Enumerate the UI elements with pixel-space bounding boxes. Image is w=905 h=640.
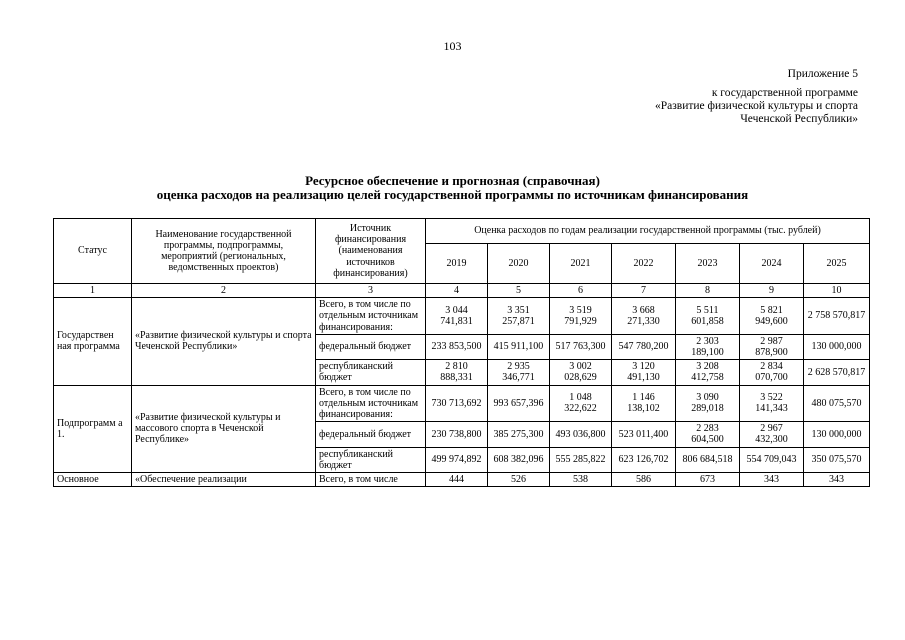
table-row xyxy=(54,385,870,422)
value-cell: 806 684,518 xyxy=(676,447,740,472)
appendix-title: Приложение 5 xyxy=(787,68,858,80)
value-cell: 538 xyxy=(550,473,612,487)
document-title xyxy=(0,174,905,202)
header-estimate: Оценка расходов по годам реализации государственной программы (тыс. рублей) xyxy=(426,219,870,244)
value-cell: 623 126,702 xyxy=(612,447,676,472)
value-cell: 2 283 604,500 xyxy=(676,422,740,447)
header-name: Наименование государственной программы, подпрограммы, мероприятий (региональных, ведомственных проектов) xyxy=(132,219,316,284)
column-number: 9 xyxy=(740,284,804,298)
value-cell: 2 628 570,817 xyxy=(804,360,870,385)
header-status: Статус xyxy=(54,219,132,284)
value-cell: 2 810 888,331 xyxy=(426,360,488,385)
appendix-block xyxy=(558,68,858,126)
header-year: 2021 xyxy=(550,244,612,284)
value-cell: 730 713,692 xyxy=(426,385,488,422)
value-cell: 385 275,300 xyxy=(488,422,550,447)
value-cell: 493 036,800 xyxy=(550,422,612,447)
value-cell: 2 834 070,700 xyxy=(740,360,804,385)
value-cell: 547 780,200 xyxy=(612,334,676,359)
value-cell: 1 146 138,102 xyxy=(612,385,676,422)
value-cell: 526 xyxy=(488,473,550,487)
value-cell: 415 911,100 xyxy=(488,334,550,359)
value-cell: 3 522 141,343 xyxy=(740,385,804,422)
value-cell: 343 xyxy=(740,473,804,487)
value-cell: 2 303 189,100 xyxy=(676,334,740,359)
header-year: 2022 xyxy=(612,244,676,284)
value-cell: 3 351 257,871 xyxy=(488,298,550,335)
value-cell: 5 511 601,858 xyxy=(676,298,740,335)
value-cell: 555 285,822 xyxy=(550,447,612,472)
row-source: федеральный бюджет xyxy=(316,334,426,359)
value-cell: 480 075,570 xyxy=(804,385,870,422)
table-row xyxy=(54,473,870,487)
header-year: 2019 xyxy=(426,244,488,284)
value-cell: 1 048 322,622 xyxy=(550,385,612,422)
row-status: Подпрограмм а 1. xyxy=(54,385,132,472)
resource-table xyxy=(53,218,870,487)
column-number: 10 xyxy=(804,284,870,298)
appendix-line: Чеченской Республики» xyxy=(740,113,858,125)
column-number: 2 xyxy=(132,284,316,298)
value-cell: 230 738,800 xyxy=(426,422,488,447)
table-row xyxy=(54,298,870,335)
value-cell: 554 709,043 xyxy=(740,447,804,472)
column-number: 7 xyxy=(612,284,676,298)
value-cell: 444 xyxy=(426,473,488,487)
header-source: Источник финансирования (наименования источников финансирования) xyxy=(316,219,426,284)
value-cell: 3 519 791,929 xyxy=(550,298,612,335)
value-cell: 2 967 432,300 xyxy=(740,422,804,447)
value-cell: 2 935 346,771 xyxy=(488,360,550,385)
column-number: 4 xyxy=(426,284,488,298)
value-cell: 5 821 949,600 xyxy=(740,298,804,335)
value-cell: 130 000,000 xyxy=(804,422,870,447)
value-cell: 517 763,300 xyxy=(550,334,612,359)
value-cell: 343 xyxy=(804,473,870,487)
value-cell: 3 002 028,629 xyxy=(550,360,612,385)
value-cell: 3 208 412,758 xyxy=(676,360,740,385)
header-year: 2025 xyxy=(804,244,870,284)
appendix-line: к государственной программе xyxy=(711,87,858,99)
appendix-line: «Развитие физической культуры и спорта xyxy=(655,100,858,112)
column-number: 6 xyxy=(550,284,612,298)
value-cell: 3 668 271,330 xyxy=(612,298,676,335)
row-source: Всего, в том числе xyxy=(316,473,426,487)
row-source: республиканский бюджет xyxy=(316,447,426,472)
page-number: 103 xyxy=(443,39,462,53)
value-cell: 993 657,396 xyxy=(488,385,550,422)
value-cell: 673 xyxy=(676,473,740,487)
value-cell: 3 120 491,130 xyxy=(612,360,676,385)
row-source: республиканский бюджет xyxy=(316,360,426,385)
column-number: 3 xyxy=(316,284,426,298)
row-source: федеральный бюджет xyxy=(316,422,426,447)
value-cell: 2 987 878,900 xyxy=(740,334,804,359)
document-title-line: Ресурсное обеспечение и прогнозная (справочная) xyxy=(305,173,600,188)
column-number: 8 xyxy=(676,284,740,298)
column-number: 1 xyxy=(54,284,132,298)
column-number-row xyxy=(54,284,870,298)
value-cell: 523 011,400 xyxy=(612,422,676,447)
value-cell: 130 000,000 xyxy=(804,334,870,359)
column-number: 5 xyxy=(488,284,550,298)
row-source: Всего, в том числе по отдельным источникам финансирования: xyxy=(316,385,426,422)
header-year: 2020 xyxy=(488,244,550,284)
row-name: «Обеспечение реализации xyxy=(132,473,316,487)
row-name: «Развитие физической культуры и массового спорта в Чеченской Республике» xyxy=(132,385,316,472)
header-year: 2023 xyxy=(676,244,740,284)
value-cell: 3 090 289,018 xyxy=(676,385,740,422)
row-status: Основное xyxy=(54,473,132,487)
value-cell: 2 758 570,817 xyxy=(804,298,870,335)
value-cell: 608 382,096 xyxy=(488,447,550,472)
value-cell: 233 853,500 xyxy=(426,334,488,359)
document-title-line: оценка расходов на реализацию целей государственной программы по источникам финансирования xyxy=(156,187,749,202)
row-source: Всего, в том числе по отдельным источникам финансирования: xyxy=(316,298,426,335)
value-cell: 350 075,570 xyxy=(804,447,870,472)
row-status: Государствен ная программа xyxy=(54,298,132,385)
row-name: «Развитие физической культуры и спорта Чеченской Республики» xyxy=(132,298,316,385)
value-cell: 499 974,892 xyxy=(426,447,488,472)
value-cell: 586 xyxy=(612,473,676,487)
header-year: 2024 xyxy=(740,244,804,284)
value-cell: 3 044 741,831 xyxy=(426,298,488,335)
